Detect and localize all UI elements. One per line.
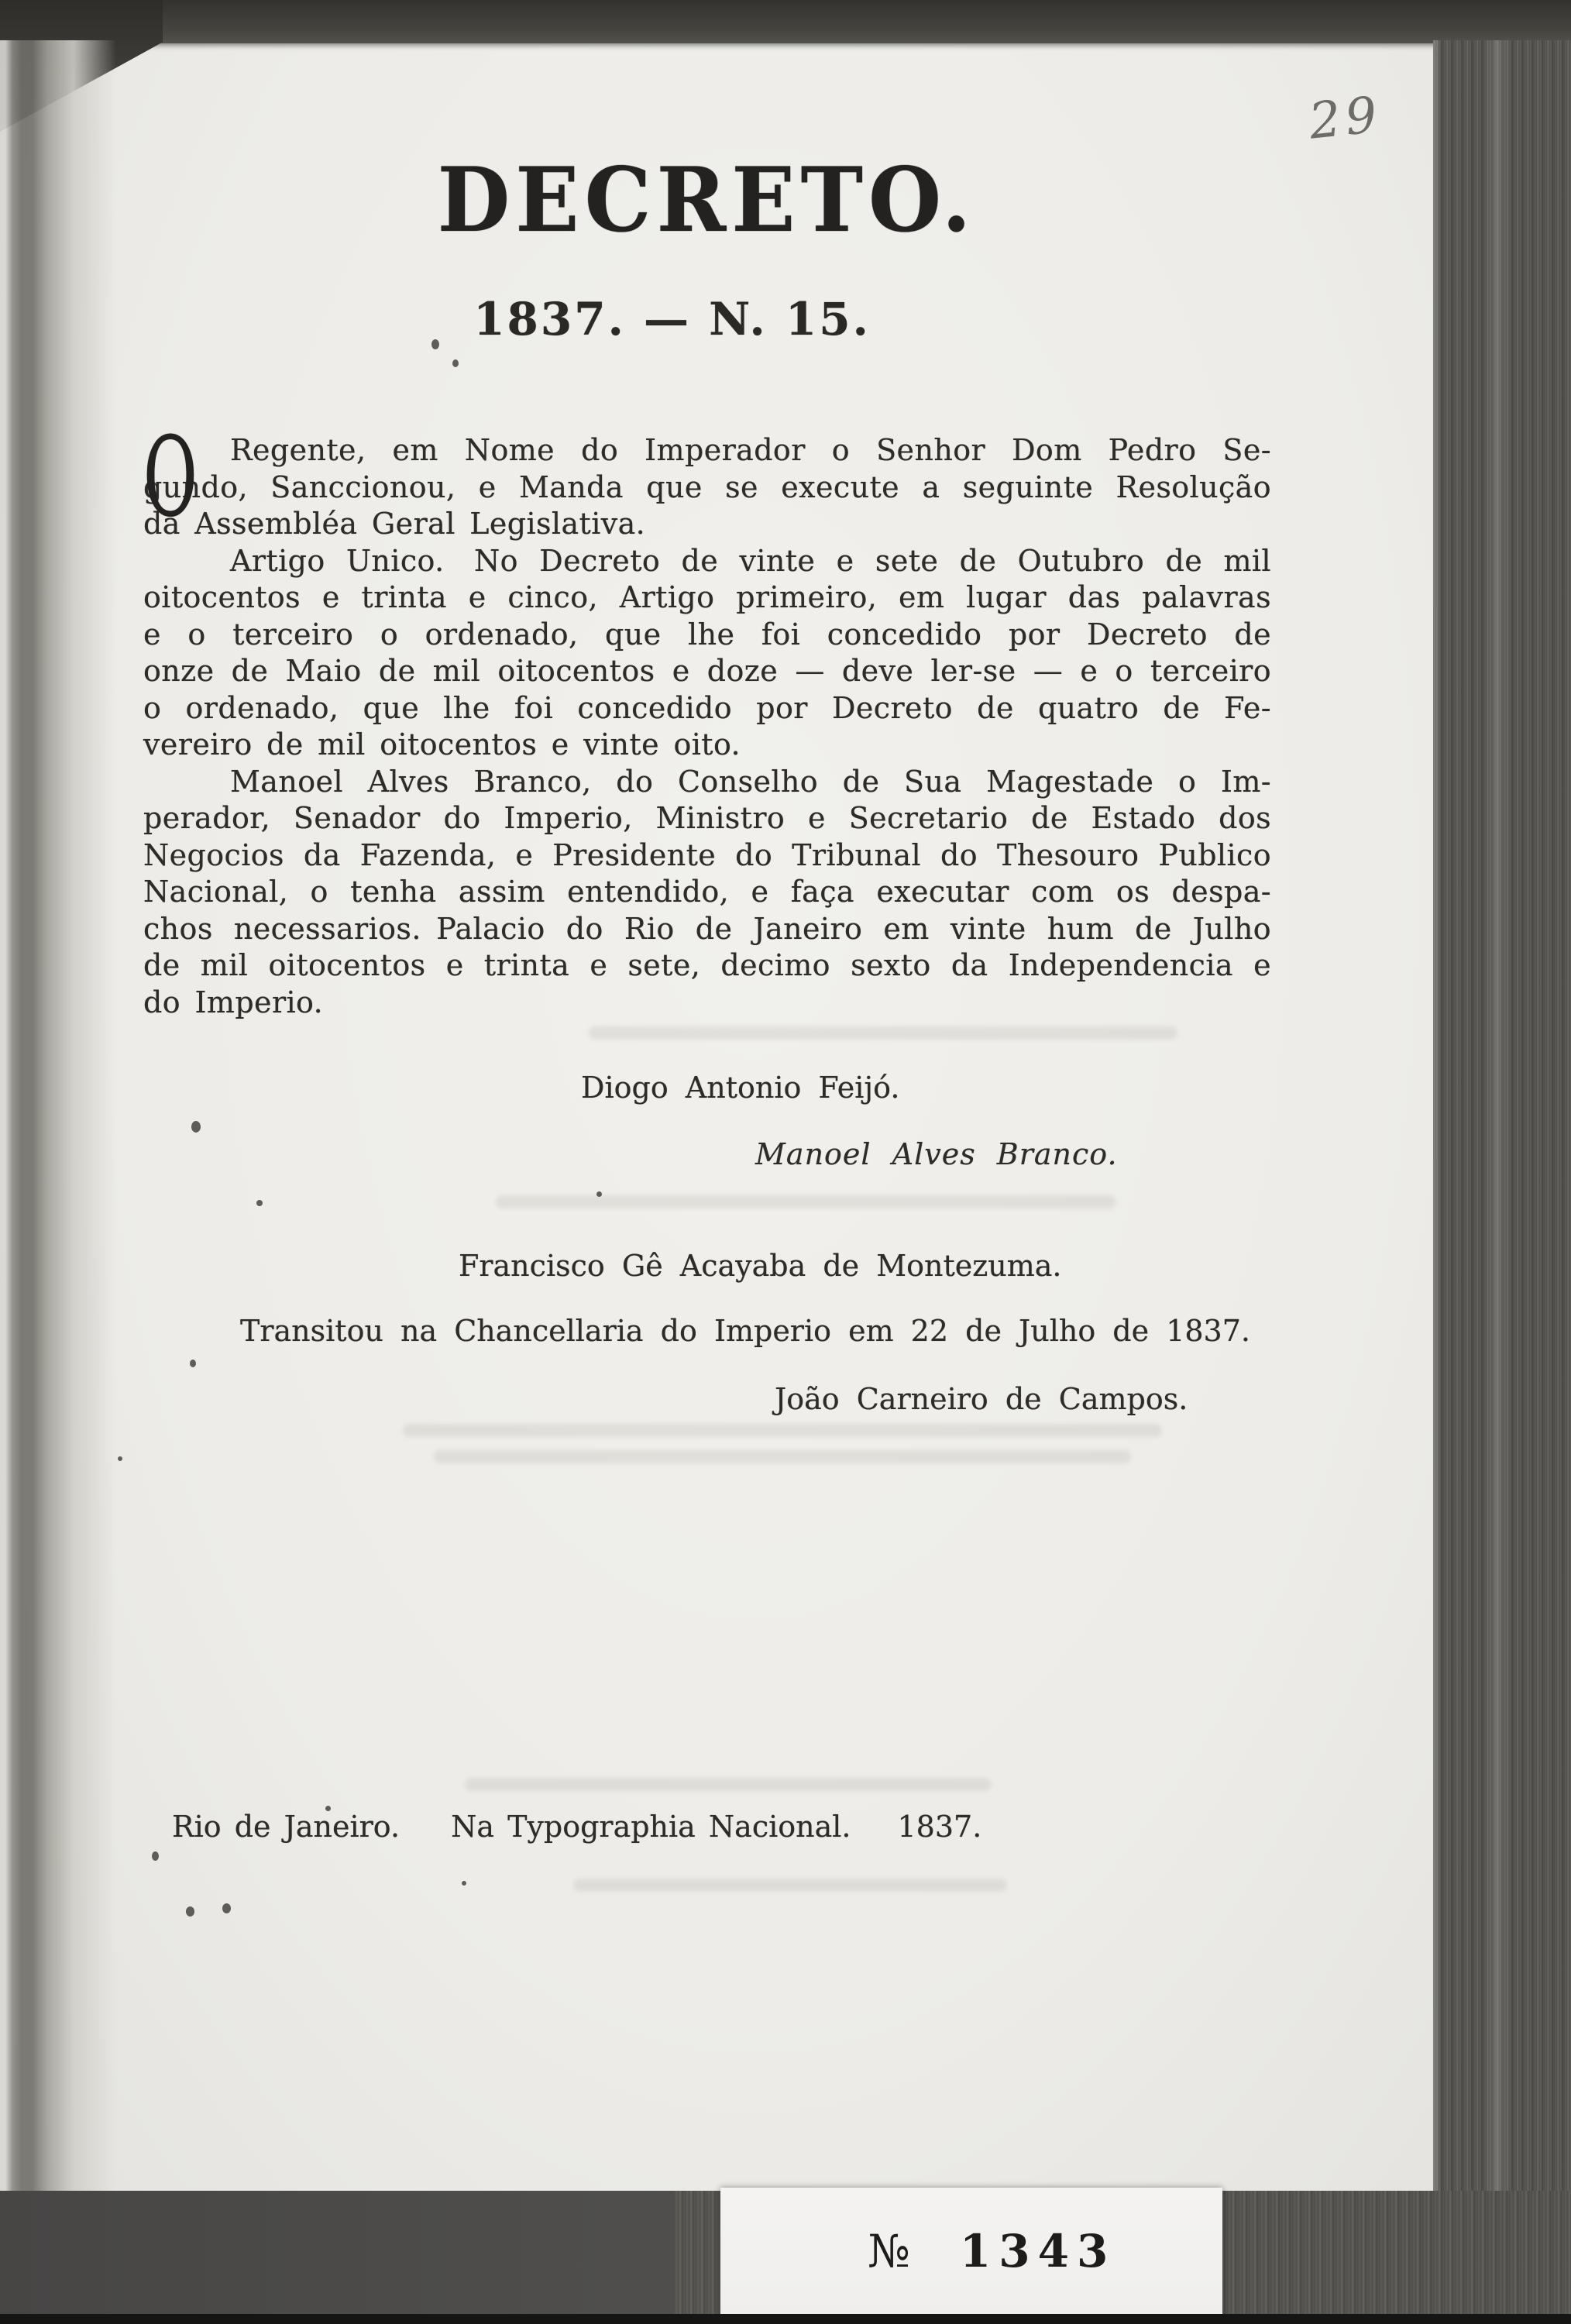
- body-line: da Assembléa Geral Legislativa.: [143, 507, 646, 541]
- archive-number-label: [720, 2188, 1222, 2324]
- body-line: o ordenado, que lhe foi concedido por Decreto de quatro de Fe-: [143, 690, 1271, 725]
- scan-top-shadow-band: [0, 0, 1571, 43]
- show-through-ghost: [434, 1450, 1131, 1463]
- numero-symbol: №: [868, 2225, 912, 2278]
- ink-speck: [118, 1456, 122, 1461]
- signature-chancellor: Francisco Gê Acayaba de Montezuma.: [459, 1249, 1062, 1283]
- decree-year-number-line: 1837. — N. 15.: [473, 293, 871, 346]
- ink-speck: [462, 1881, 466, 1886]
- show-through-ghost: [403, 1424, 1162, 1437]
- imprint-printer: Na Typographia Nacional.: [451, 1810, 851, 1844]
- ink-speck: [191, 1121, 201, 1133]
- ink-speck: [190, 1360, 196, 1367]
- body-line: de mil oitocentos e trinta e sete, decimo sexto da Independencia e: [143, 948, 1271, 982]
- body-line: do Imperio.: [143, 985, 324, 1019]
- archive-number: 1343: [959, 2225, 1116, 2278]
- body-line: Regente, em Nome do Imperador o Senhor Dom Pedro Se-: [230, 433, 1271, 467]
- show-through-ghost: [589, 1026, 1177, 1040]
- imprint-place: Rio de Janeiro.: [172, 1810, 400, 1844]
- book-page-edges-texture: [1433, 40, 1571, 2324]
- handwritten-page-number: 29: [1306, 86, 1385, 151]
- ink-speck: [596, 1191, 602, 1197]
- imprint-year: 1837.: [897, 1810, 982, 1844]
- chancellery-transit-note: Transitou na Chancellaria do Imperio em 22 de Julho de 1837.: [240, 1314, 1250, 1348]
- body-line: perador, Senador do Imperio, Ministro e Secretario de Estado dos: [143, 801, 1271, 835]
- show-through-ghost: [465, 1778, 992, 1791]
- archive-number-text: [868, 2225, 1116, 2278]
- scan-bottom-black-strip: [0, 2314, 1571, 2324]
- body-line: Manoel Alves Branco, do Conselho de Sua Magestade o Im-: [230, 764, 1271, 799]
- show-through-ghost: [496, 1195, 1116, 1208]
- body-line: oitocentos e trinta e cinco, Artigo primeiro, em lugar das palavras: [143, 580, 1271, 614]
- body-line: Negocios da Fazenda, e Presidente do Tribunal do Thesouro Publico: [143, 837, 1271, 872]
- body-line: Nacional, o tenha assim entendido, e faça executar com os despa-: [143, 875, 1271, 909]
- body-line: onze de Maio de mil oitocentos e doze — deve ler-se — e o terceiro: [143, 654, 1271, 688]
- signature-registrar: João Carneiro de Campos.: [775, 1382, 1188, 1416]
- ink-speck: [256, 1200, 263, 1206]
- ink-speck: [152, 1851, 159, 1861]
- book-gutter-fold-shadow: [0, 40, 116, 2200]
- decree-body-text: [143, 414, 1271, 1021]
- body-line: vereiro de mil oitocentos e vinte oito.: [143, 727, 741, 761]
- signature-regent: Diogo Antonio Feijó.: [581, 1071, 900, 1105]
- ink-speck: [186, 1906, 194, 1917]
- body-line: Artigo Unico. No Decreto de vinte e sete de Outubro de mil: [230, 543, 1271, 578]
- imprint-line: [172, 1810, 981, 1844]
- drop-cap-letter: O: [143, 414, 198, 541]
- body-line: e o terceiro o ordenado, que lhe foi concedido por Decreto de: [143, 617, 1271, 651]
- signature-minister: Manoel Alves Branco.: [755, 1137, 1118, 1171]
- decree-title: DECRETO.: [437, 149, 977, 253]
- body-line: chos necessarios. Palacio do Rio de Janeiro em vinte hum de Julho: [143, 911, 1271, 946]
- body-line: gundo, Sanccionou, e Manda que se execute a seguinte Resolução: [143, 469, 1271, 504]
- show-through-ghost: [573, 1879, 1007, 1892]
- ink-speck: [452, 359, 459, 367]
- ink-speck: [222, 1903, 231, 1913]
